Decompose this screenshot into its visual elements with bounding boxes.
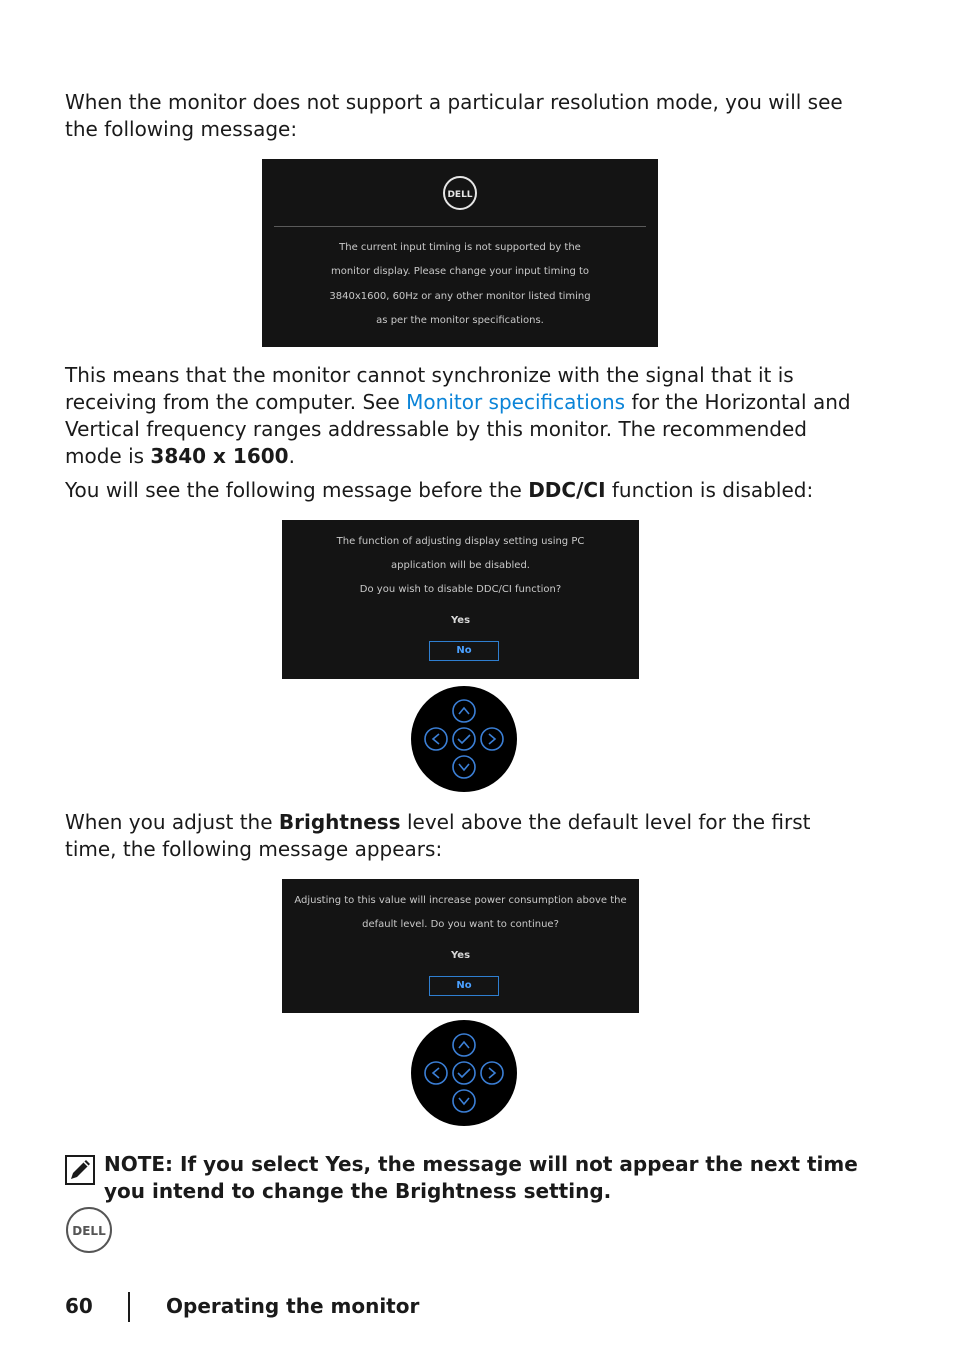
intro-paragraph: When the monitor does not support a particular resolution mode, you will see the following message: bbox=[65, 90, 843, 141]
osd-ddc-ci-disable bbox=[282, 520, 639, 679]
osd2-yes-option[interactable]: Yes bbox=[450, 615, 471, 626]
page-number: 60 bbox=[65, 1294, 93, 1318]
note-pencil-icon bbox=[65, 1155, 95, 1185]
osd3-no-option[interactable]: No bbox=[429, 976, 499, 996]
osd1-line: The current input timing is not supported by the bbox=[339, 242, 581, 253]
joystick-left-icon bbox=[425, 1062, 447, 1084]
dell-logo-text: DELL bbox=[447, 190, 473, 200]
joystick-right-icon bbox=[481, 728, 503, 750]
footer-divider bbox=[128, 1292, 130, 1322]
joystick-center-check-icon bbox=[453, 1062, 475, 1084]
dell-logo-icon bbox=[442, 175, 478, 211]
joystick-diagram bbox=[411, 686, 517, 792]
joystick-right-icon bbox=[481, 1062, 503, 1084]
osd3-line: Adjusting to this value will increase power consumption above the bbox=[294, 895, 627, 906]
osd3-line: default level. Do you want to continue? bbox=[362, 919, 559, 930]
section-title: Operating the monitor bbox=[166, 1294, 420, 1318]
sync-paragraph: This means that the monitor cannot synchronize with the signal that it is receiving from the computer. See Monitor specifications for the Horizontal and Vertical frequency ranges addressable by this monitor. The recommended mode is 3840 x 1600. bbox=[65, 363, 851, 468]
osd2-line: The function of adjusting display setting using PC bbox=[336, 536, 585, 547]
osd-separator bbox=[274, 226, 646, 227]
osd1-line: 3840x1600, 60Hz or any other monitor listed timing bbox=[329, 291, 591, 302]
osd3-yes-option[interactable]: Yes bbox=[450, 950, 471, 961]
joystick-down-icon bbox=[453, 756, 475, 778]
joystick-left-icon bbox=[425, 728, 447, 750]
joystick-up-icon bbox=[453, 700, 475, 722]
joystick-center-check-icon bbox=[453, 728, 475, 750]
osd-unsupported-timing bbox=[262, 159, 658, 347]
joystick-up-icon bbox=[453, 1034, 475, 1056]
recommended-mode: 3840 x 1600 bbox=[150, 444, 289, 468]
osd2-line: application will be disabled. bbox=[391, 560, 530, 571]
joystick-diagram bbox=[411, 1020, 517, 1126]
brightness-paragraph: When you adjust the Brightness level above the default level for the first time, the following message appears: bbox=[65, 810, 811, 861]
joystick-down-icon bbox=[453, 1090, 475, 1112]
osd1-line: monitor display. Please change your input timing to bbox=[330, 266, 590, 277]
ddc-paragraph: You will see the following message before the DDC/CI function is disabled: bbox=[65, 478, 814, 502]
note-text: NOTE: If you select Yes, the message will not appear the next time you intend to change the Brightness setting. bbox=[104, 1152, 858, 1203]
dell-logo-text: DELL bbox=[72, 1224, 106, 1238]
osd2-line: Do you wish to disable DDC/CI function? bbox=[359, 584, 562, 595]
osd-brightness-warning bbox=[282, 879, 639, 1013]
osd2-no-option[interactable]: No bbox=[429, 641, 499, 661]
dell-logo-icon bbox=[65, 1206, 113, 1254]
monitor-specifications-link[interactable]: Monitor specifications bbox=[406, 390, 626, 414]
osd1-line: as per the monitor specifications. bbox=[376, 315, 544, 326]
